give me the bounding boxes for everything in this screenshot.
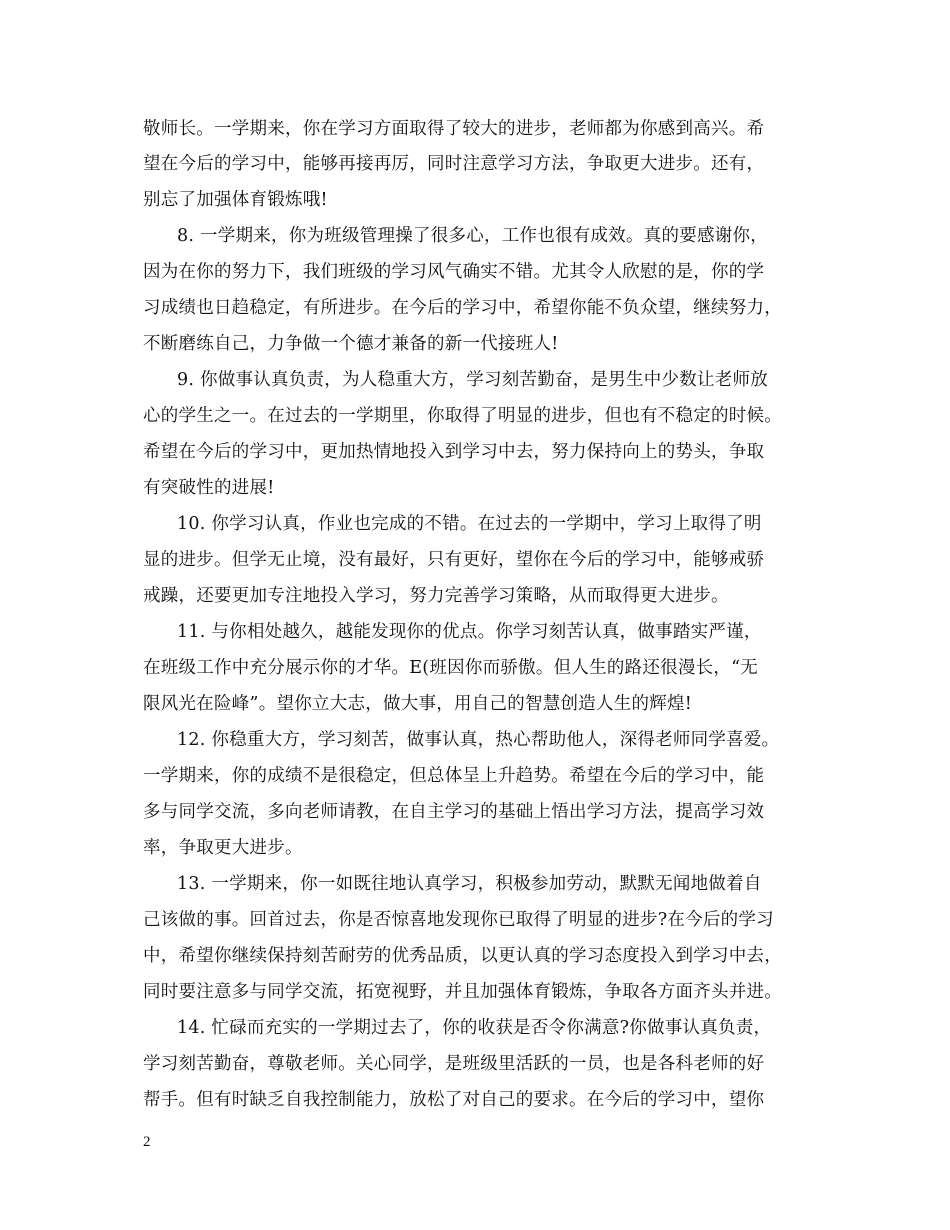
text-line: 有突破性的进展! [143, 478, 275, 498]
text-line: 在班级工作中充分展示你的才华。E(班因你而骄傲。但人生的路还很漫长，“无 [143, 658, 759, 678]
text-line: 帮手。但有时缺乏自我控制能力，放松了对自己的要求。在今后的学习中，望你 [143, 1090, 765, 1110]
text-line: 因为在你的努力下，我们班级的学习风气确实不错。尤其令人欣慰的是，你的学 [143, 262, 765, 282]
text-line: 希望在今后的学习中，更加热情地投入到学习中去，努力保持向上的势头，争取 [143, 442, 765, 462]
text-line: 限风光在险峰”。望你立大志，做大事，用自己的智慧创造人生的辉煌! [143, 694, 692, 714]
paragraph-start-13: 13. 一学期来，你一如既往地认真学习，积极参加劳动，默默无闻地做着自 [177, 874, 762, 894]
text-line: 同时要注意多与同学交流，拓宽视野，并且加强体育锻炼，争取各方面齐头并进。 [143, 982, 782, 1002]
text-line: 多与同学交流，多向老师请教，在自主学习的基础上悟出学习方法，提高学习效 [143, 802, 765, 822]
text-line: 心的学生之一。在过去的一学期里，你取得了明显的进步，但也有不稳定的时候。 [143, 406, 782, 426]
text-line: 习成绩也日趋稳定，有所进步。在今后的学习中，希望你能不负众望，继续努力， [143, 298, 782, 318]
text-line: 望在今后的学习中，能够再接再厉，同时注意学习方法，争取更大进步。还有， [143, 154, 765, 174]
text-line: 己该做的事。回首过去，你是否惊喜地发现你已取得了明显的进步?在今后的学习 [143, 910, 774, 930]
page-number: 2 [143, 1134, 151, 1150]
paragraph-start-11: 11. 与你相处越久，越能发现你的优点。你学习刻苦认真，做事踏实严谨， [177, 622, 762, 642]
paragraph-start-14: 14. 忙碌而充实的一学期过去了，你的收获是否令你满意?你做事认真负责， [177, 1018, 772, 1038]
text-line: 敬师长。一学期来，你在学习方面取得了较大的进步，老师都为你感到高兴。希 [143, 119, 765, 139]
text-line: 戒躁，还要更加专注地投入学习，努力完善学习策略，从而取得更大进步。 [143, 586, 729, 606]
text-line: 率，争取更大进步。 [143, 838, 303, 858]
text-line: 显的进步。但学无止境，没有最好，只有更好，望你在今后的学习中，能够戒骄 [143, 550, 765, 570]
paragraph-start-8: 8. 一学期来，你为班级管理操了很多心，工作也很有成效。真的要感谢你， [177, 226, 769, 246]
text-line: 学习刻苦勤奋，尊敬老师。关心同学，是班级里活跃的一员，也是各科老师的好 [143, 1054, 765, 1074]
paragraph-start-12: 12. 你稳重大方，学习刻苦，做事认真，热心帮助他人，深得老师同学喜爱。 [177, 730, 780, 750]
paragraph-start-9: 9. 你做事认真负责，为人稳重大方，学习刻苦勤奋，是男生中少数让老师放 [177, 370, 769, 390]
text-line: 一学期来，你的成绩不是很稳定，但总体呈上升趋势。希望在今后的学习中，能 [143, 766, 765, 786]
text-line: 不断磨练自己，力争做一个德才兼备的新一代接班人! [143, 334, 559, 354]
text-line: 别忘了加强体育锻炼哦! [143, 190, 328, 210]
paragraph-start-10: 10. 你学习认真，作业也完成的不错。在过去的一学期中，学习上取得了明 [177, 514, 762, 534]
text-line: 中，希望你继续保持刻苦耐劳的优秀品质，以更认真的学习态度投入到学习中去， [143, 946, 782, 966]
